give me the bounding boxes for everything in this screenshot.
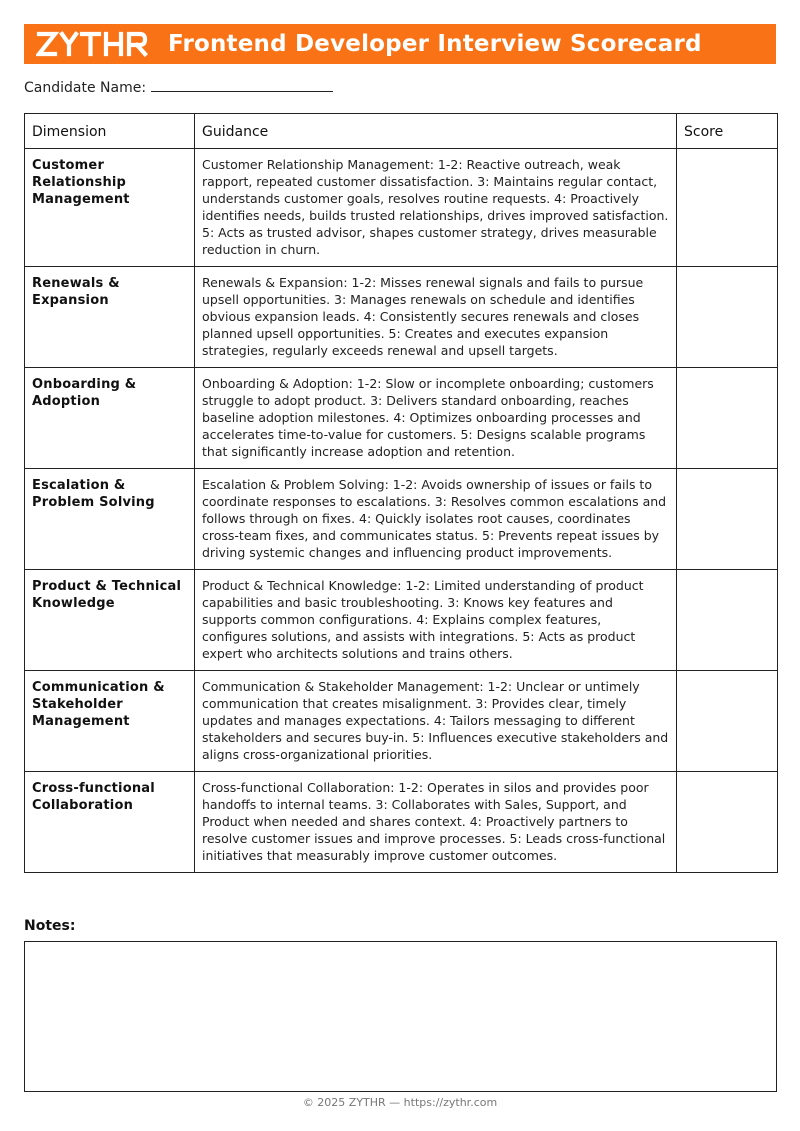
column-header-dimension: Dimension [25,114,195,149]
dimension-cell: Escalation & Problem Solving [25,469,195,570]
guidance-cell: Renewals & Expansion: 1-2: Misses renewal signals and fails to pursue upsell opportunities. 3: Manages renewals on schedule and identifies obvious expansion leads. 4: Consistently secures renewals and closes planned upsell opportunities. 5: Creates and executes expansion strategies, regularly exceeds renewal and upsell targets. [195,267,677,368]
header-banner [24,24,776,64]
dimension-cell: Product & Technical Knowledge [25,570,195,671]
dimension-cell: Onboarding & Adoption [25,368,195,469]
column-header-guidance: Guidance [195,114,677,149]
table-row [25,469,778,570]
footer-copyright: © 2025 ZYTHR — https://zythr.com [302,1096,498,1109]
candidate-name-blank-line [151,77,333,92]
table-row [25,267,778,368]
table-row [25,368,778,469]
score-cell [677,469,778,570]
score-cell [677,772,778,873]
table-row [25,149,778,267]
score-cell [677,570,778,671]
dimension-cell: Customer Relationship Management [25,149,195,267]
notes-label: Notes: [24,918,76,934]
table-row [25,570,778,671]
scorecard-table [24,113,778,873]
score-cell [677,267,778,368]
dimension-cell: Cross-functional Collaboration [25,772,195,873]
guidance-cell: Onboarding & Adoption: 1-2: Slow or incomplete onboarding; customers struggle to adopt product. 3: Delivers standard onboarding, reaches baseline adoption milestones. 4: Optimizes onboarding processes and accelerates time-to-value for customers. 5: Designs scalable programs that significantly increase adoption and retention. [195,368,677,469]
zythr-logo [36,24,148,64]
table-header-row [25,114,778,149]
score-cell [677,671,778,772]
guidance-cell: Escalation & Problem Solving: 1-2: Avoids ownership of issues or fails to coordinate responses to escalations. 3: Resolves common escalations and follows through on fixes. 4: Quickly isolates root causes, coordinates cross-team fixes, and communicates status. 5: Prevents repeat issues by driving systemic changes and influencing product improvements. [195,469,677,570]
column-header-score: Score [677,114,778,149]
table-row [25,772,778,873]
guidance-cell: Customer Relationship Management: 1-2: Reactive outreach, weak rapport, repeated customer dissatisfaction. 3: Maintains regular contact, understands customer goals, resolves routine requests. 4: Proactively identifies needs, builds trusted relationships, drives improved satisfaction. 5: Acts as trusted advisor, shapes customer strategy, drives measurable reduction in churn. [195,149,677,267]
candidate-name-label: Candidate Name: [24,80,147,96]
page-title: Frontend Developer Interview Scorecard [168,31,702,57]
dimension-cell: Communication & Stakeholder Management [25,671,195,772]
dimension-cell: Renewals & Expansion [25,267,195,368]
score-cell [677,368,778,469]
candidate-name-field [24,77,333,96]
guidance-cell: Cross-functional Collaboration: 1-2: Operates in silos and provides poor handoffs to internal teams. 3: Collaborates with Sales, Support, and Product when needed and shares context. 4: Proactively partners to resolve customer issues and improve processes. 5: Leads cross-functional initiatives that measurably improve customer outcomes. [195,772,677,873]
guidance-cell: Communication & Stakeholder Management: 1-2: Unclear or untimely communication that creates misalignment. 3: Provides clear, timely updates and manages expectations. 4: Tailors messaging to different stakeholders and secures buy-in. 5: Influences executive stakeholders and aligns cross-organizational priorities. [195,671,677,772]
notes-box [24,941,777,1092]
table-row [25,671,778,772]
score-cell [677,149,778,267]
guidance-cell: Product & Technical Knowledge: 1-2: Limited understanding of product capabilities and basic troubleshooting. 3: Knows key features and supports common configurations. 4: Explains complex features, configures solutions, and assists with integrations. 5: Acts as product expert who architects solutions and trains others. [195,570,677,671]
